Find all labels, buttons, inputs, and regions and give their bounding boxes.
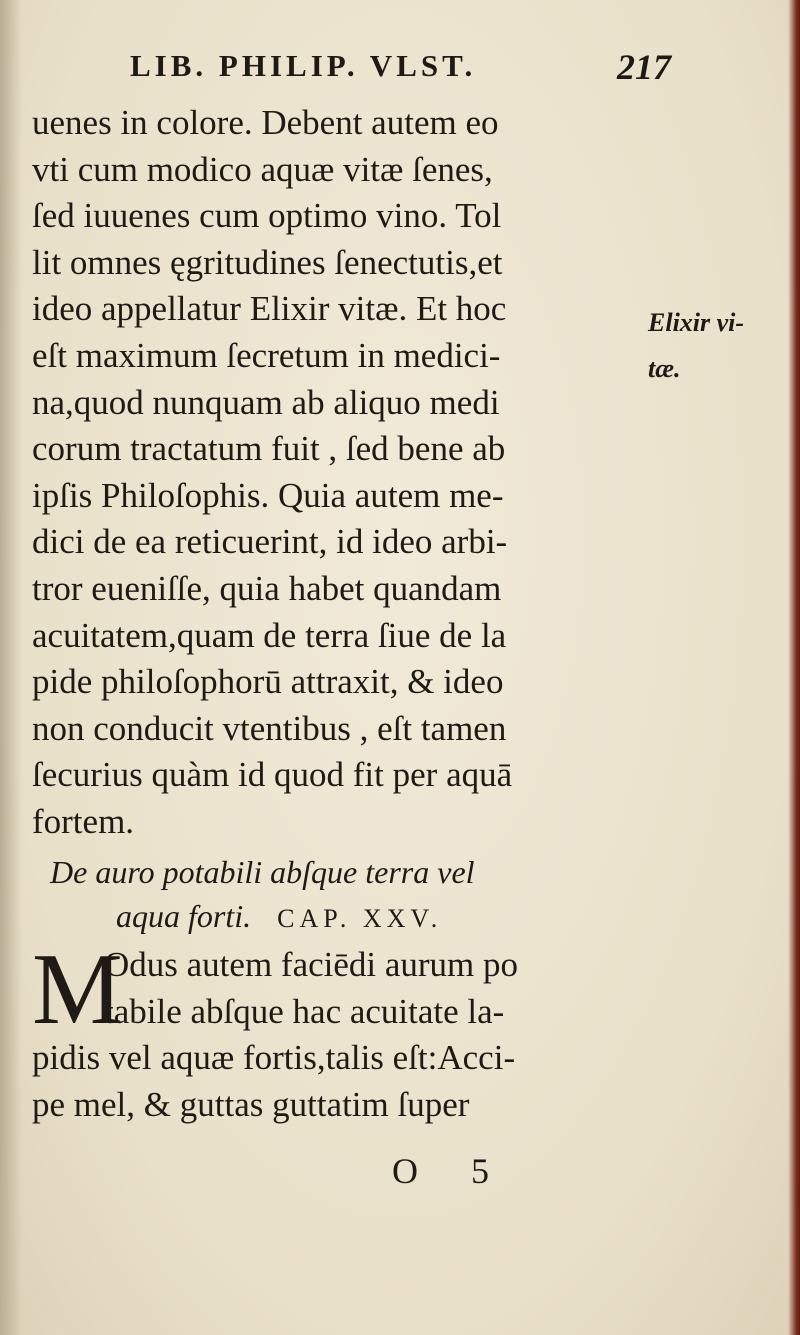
signature-mark: O 5 <box>392 1151 511 1191</box>
text-line: pide philoſophorū attraxit, & ideo <box>32 662 504 702</box>
text-line: lit omnes ęgritudines ſenectutis,et <box>32 242 503 282</box>
text-line: na,quod nunquam ab aliquo medi <box>32 382 500 422</box>
chapter-text <box>32 933 642 1128</box>
running-header <box>130 48 690 90</box>
text-line: eſt maximum ſecretum in medici- <box>32 335 501 375</box>
running-title: LIB. PHILIP. VLST. <box>130 48 477 83</box>
text-line: ideo appellatur Elixir vitæ. Et hoc <box>32 289 507 329</box>
page-number: 217 <box>617 47 671 87</box>
text-line: pidis vel aquæ fortis,talis eſt:Acci- <box>32 1038 516 1078</box>
chapter-heading <box>50 850 650 938</box>
text-line: ſecurius quàm id quod fit per aquā <box>32 755 513 795</box>
chapter-label: CAP. XXV. <box>277 904 443 933</box>
text-line: Odus autem faciēdi aurum po <box>104 945 519 984</box>
text-line: pe mel, & guttas guttatim ſuper <box>32 1084 470 1124</box>
main-text <box>32 100 642 846</box>
text-line: dici de ea reticuerint, id ideo arbi- <box>32 522 508 562</box>
margin-note-line: tæ. <box>648 354 681 383</box>
footer <box>0 1150 800 1200</box>
chapter-heading-line: De auro potabili abſque terra vel <box>50 854 475 890</box>
text-line: acuitatem,quam de terra ſiue de la <box>32 615 507 655</box>
text-line: uenes in colore. Debent autem eo <box>32 103 499 142</box>
text-line: non conducit vtentibus , eſt tamen <box>32 708 507 748</box>
drop-cap: M <box>32 933 123 1046</box>
chapter-heading-text: aqua forti. <box>116 898 252 934</box>
text-line: tror eueniſſe, quia habet quandam <box>32 568 502 608</box>
margin-note <box>648 300 788 392</box>
text-line: corum tractatum fuit , ſed bene ab <box>32 429 506 469</box>
text-line: tabile abſque hac acuitate la- <box>104 991 505 1031</box>
chapter-heading-line-2 <box>50 894 650 938</box>
text-line: vti cum modico aquæ vitæ ſenes, <box>32 149 493 189</box>
margin-note-line: Elixir vi- <box>648 308 745 337</box>
gutter-shadow <box>0 0 22 1335</box>
text-line: ipſis Philoſophis. Quia autem me- <box>32 475 504 515</box>
text-line: fortem. <box>32 801 135 841</box>
text-line: ſed iuuenes cum optimo vino. Tol <box>32 196 502 236</box>
page-edge <box>788 0 800 1335</box>
